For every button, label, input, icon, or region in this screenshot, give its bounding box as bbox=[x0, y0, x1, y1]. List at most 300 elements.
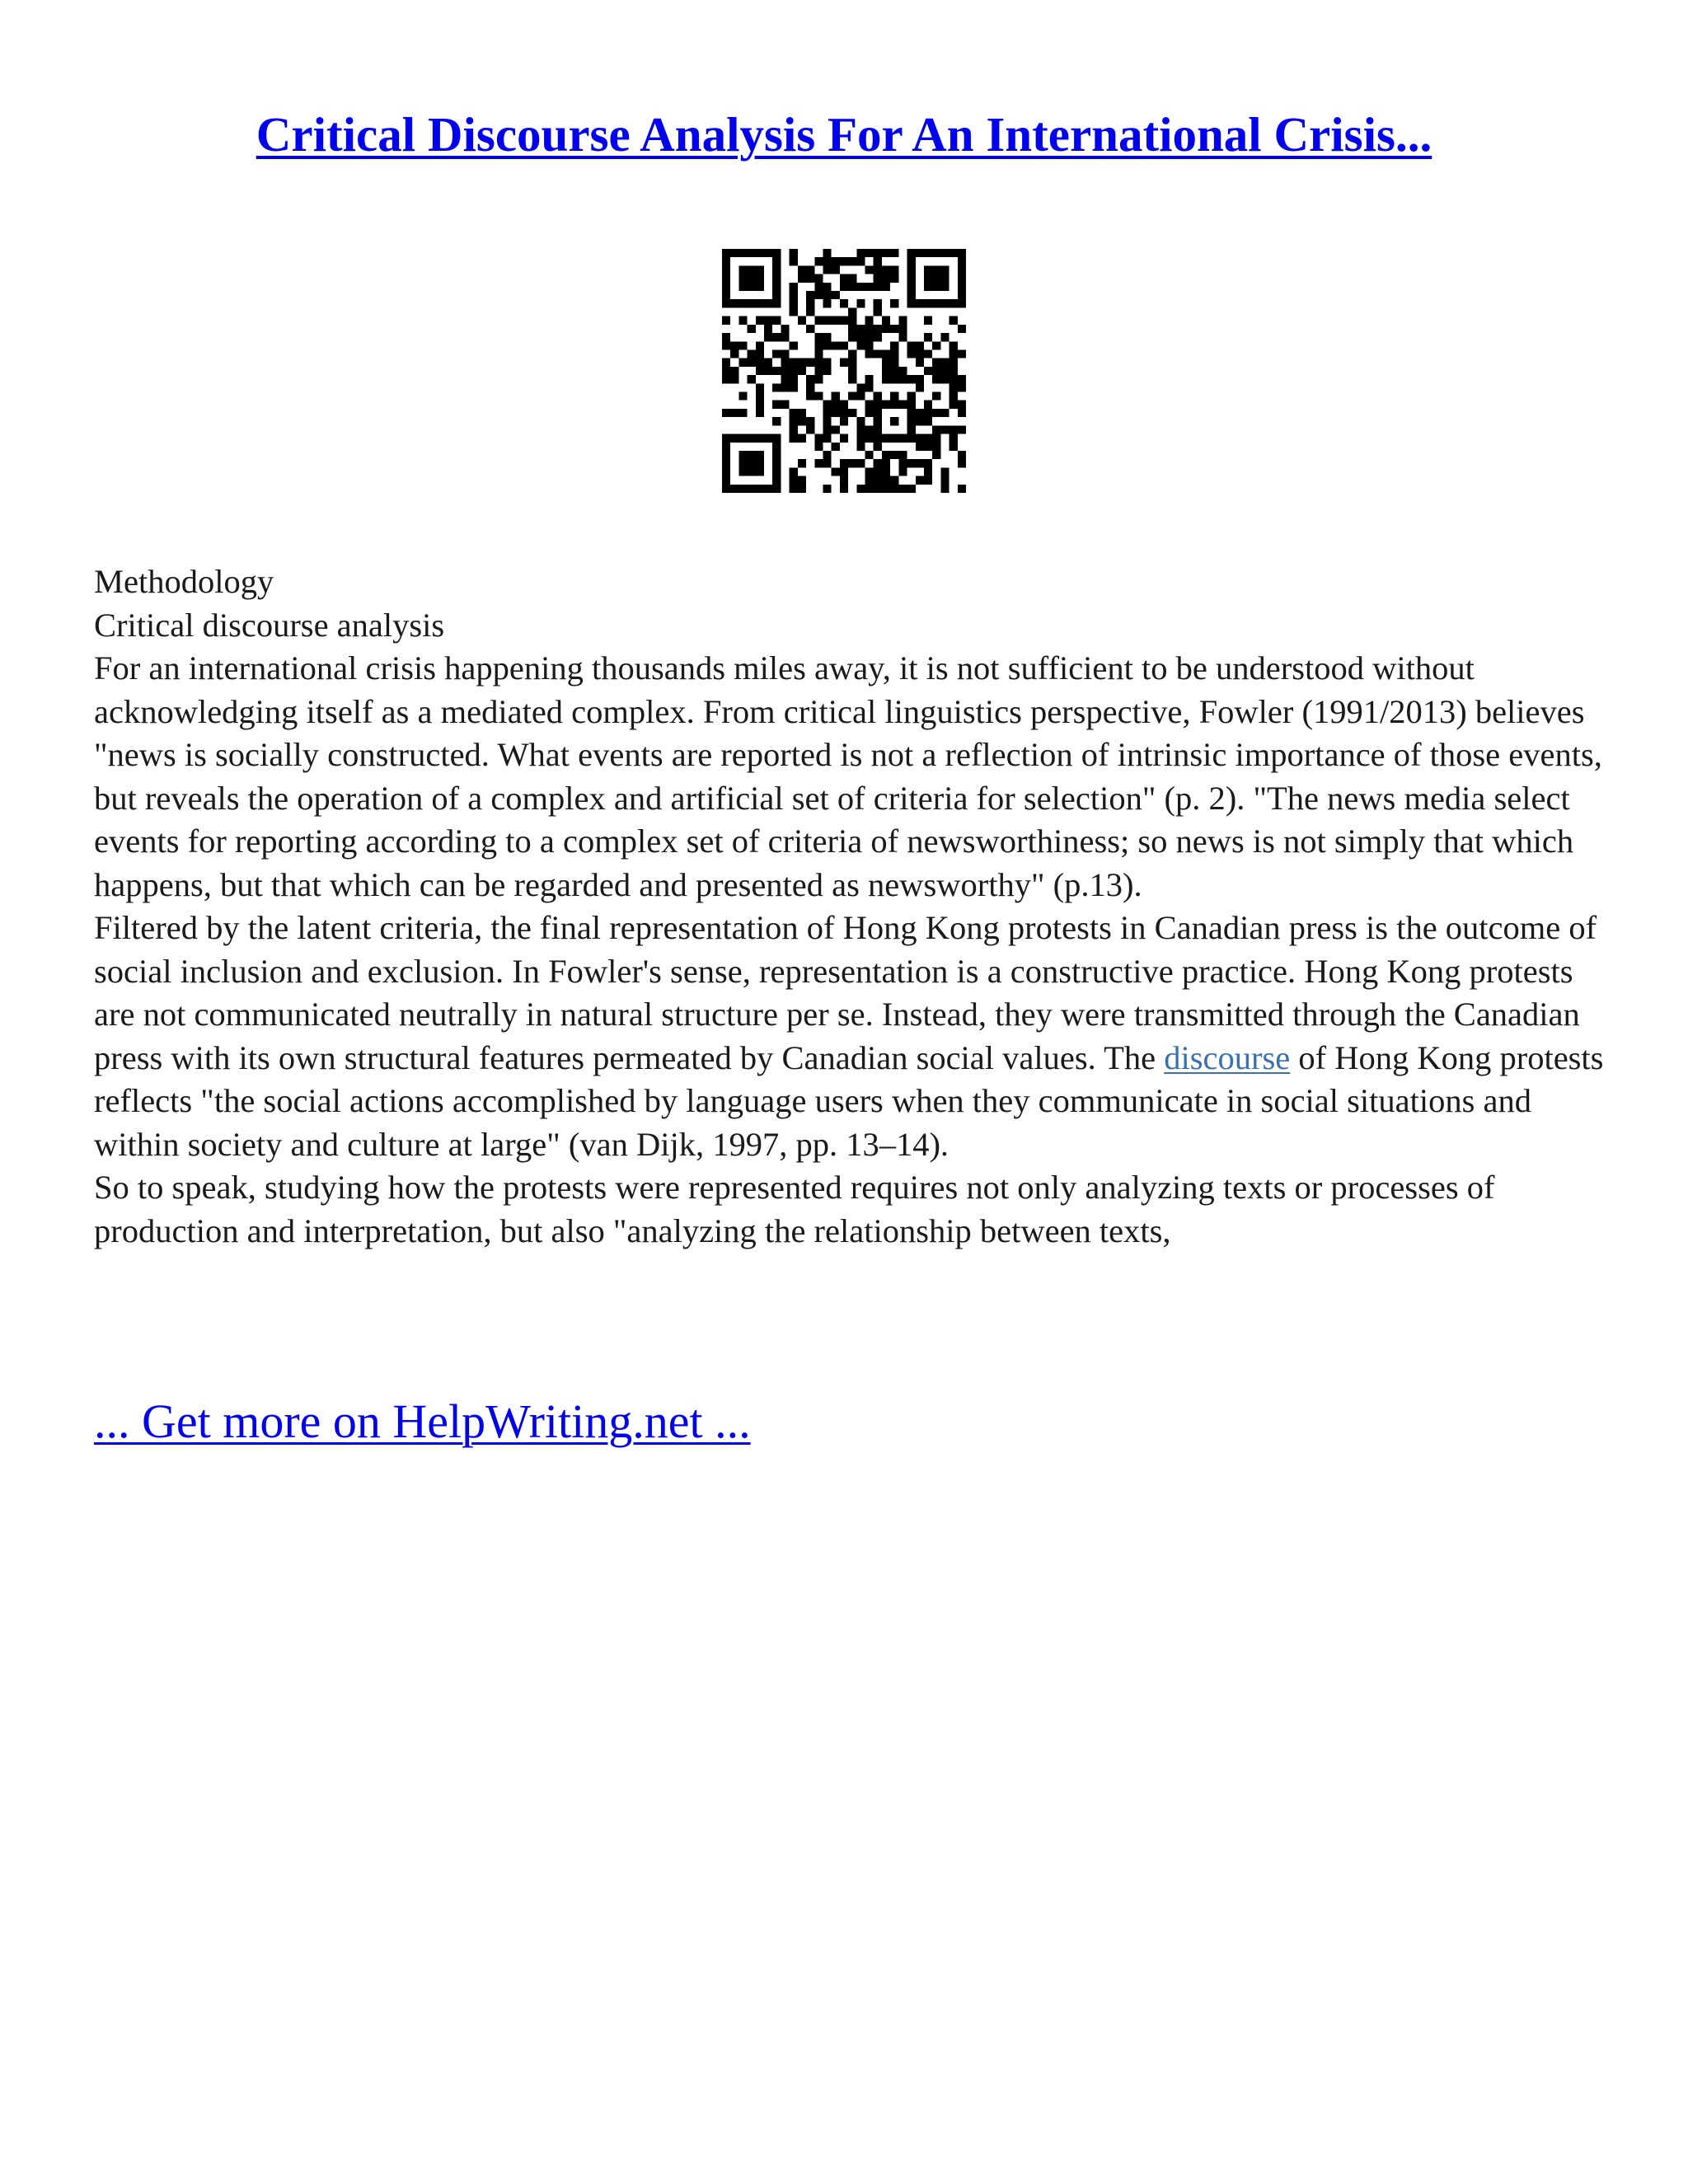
get-more-link-container bbox=[94, 1393, 751, 1451]
qr-module bbox=[882, 349, 890, 358]
qr-module bbox=[958, 375, 966, 383]
qr-module bbox=[764, 299, 772, 307]
qr-module bbox=[848, 367, 856, 375]
qr-module bbox=[940, 485, 949, 493]
qr-module bbox=[865, 283, 874, 291]
qr-module bbox=[958, 485, 966, 493]
qr-module bbox=[940, 359, 949, 367]
qr-module bbox=[958, 257, 966, 265]
qr-module bbox=[790, 375, 798, 383]
qr-module bbox=[832, 425, 840, 434]
qr-module bbox=[890, 401, 898, 409]
qr-module bbox=[730, 349, 738, 358]
qr-module bbox=[840, 434, 848, 443]
qr-module bbox=[924, 417, 932, 425]
qr-module bbox=[814, 434, 823, 443]
qr-module bbox=[958, 249, 966, 257]
qr-module bbox=[907, 375, 916, 383]
qr-module bbox=[874, 392, 882, 401]
qr-module bbox=[823, 333, 831, 341]
qr-module bbox=[958, 451, 966, 459]
qr-module bbox=[898, 333, 907, 341]
qr-module bbox=[832, 291, 840, 299]
qr-module bbox=[748, 467, 756, 476]
qr-module bbox=[924, 467, 932, 476]
qr-module bbox=[756, 485, 764, 493]
qr-module bbox=[790, 409, 798, 417]
qr-module bbox=[916, 349, 924, 358]
qr-module bbox=[932, 341, 940, 349]
qr-module bbox=[865, 341, 874, 349]
qr-module bbox=[790, 341, 798, 349]
qr-module bbox=[874, 307, 882, 316]
qr-module bbox=[722, 409, 730, 417]
qr-module bbox=[958, 425, 966, 434]
qr-module bbox=[940, 333, 949, 341]
qr-module bbox=[874, 257, 882, 265]
qr-module bbox=[798, 409, 806, 417]
qr-module bbox=[738, 392, 747, 401]
qr-module bbox=[950, 299, 958, 307]
qr-module bbox=[932, 249, 940, 257]
qr-module bbox=[840, 299, 848, 307]
qr-module bbox=[738, 409, 747, 417]
qr-module bbox=[940, 283, 949, 291]
qr-module bbox=[907, 401, 916, 409]
qr-module bbox=[730, 299, 738, 307]
qr-module bbox=[823, 249, 831, 257]
qr-module bbox=[814, 316, 823, 325]
qr-module bbox=[932, 434, 940, 443]
qr-module bbox=[722, 341, 730, 349]
qr-module bbox=[898, 434, 907, 443]
qr-module bbox=[882, 476, 890, 485]
qr-module bbox=[756, 349, 764, 358]
qr-module bbox=[823, 459, 831, 467]
qr-module bbox=[772, 274, 781, 283]
qr-module bbox=[790, 307, 798, 316]
qr-module bbox=[806, 383, 814, 391]
qr-module bbox=[916, 417, 924, 425]
qr-module bbox=[840, 316, 848, 325]
qr-module bbox=[865, 467, 874, 476]
qr-module bbox=[722, 359, 730, 367]
qr-module bbox=[958, 401, 966, 409]
qr-module bbox=[856, 485, 865, 493]
qr-module bbox=[865, 485, 874, 493]
qr-module bbox=[950, 316, 958, 325]
qr-module bbox=[916, 476, 924, 485]
qr-module bbox=[814, 459, 823, 467]
qr-module bbox=[756, 409, 764, 417]
qr-module bbox=[856, 459, 865, 467]
qr-module bbox=[756, 383, 764, 391]
qr-module bbox=[932, 367, 940, 375]
qr-module bbox=[790, 359, 798, 367]
discourse-link[interactable]: discourse bbox=[1164, 1038, 1291, 1076]
qr-module bbox=[756, 274, 764, 283]
qr-module bbox=[756, 341, 764, 349]
qr-module bbox=[781, 367, 789, 375]
qr-module bbox=[814, 359, 823, 367]
qr-module bbox=[924, 476, 932, 485]
qr-module bbox=[814, 392, 823, 401]
qr-module bbox=[848, 375, 856, 383]
qr-module bbox=[932, 299, 940, 307]
qr-module bbox=[916, 409, 924, 417]
qr-module bbox=[764, 316, 772, 325]
qr-module bbox=[722, 476, 730, 485]
qr-module bbox=[848, 325, 856, 333]
qr-module bbox=[907, 409, 916, 417]
qr-module bbox=[764, 367, 772, 375]
qr-module bbox=[890, 485, 898, 493]
qr-module bbox=[865, 383, 874, 391]
qr-module bbox=[756, 434, 764, 443]
qr-module bbox=[756, 467, 764, 476]
qr-module bbox=[898, 451, 907, 459]
qr-module bbox=[848, 307, 856, 316]
qr-module bbox=[958, 325, 966, 333]
qr-module bbox=[748, 299, 756, 307]
qr-module bbox=[932, 392, 940, 401]
qr-module bbox=[890, 299, 898, 307]
qr-module bbox=[916, 383, 924, 391]
qr-module bbox=[940, 265, 949, 274]
qr-module bbox=[856, 425, 865, 434]
qr-module bbox=[848, 333, 856, 341]
qr-module bbox=[907, 265, 916, 274]
qr-module bbox=[874, 434, 882, 443]
qr-module bbox=[798, 485, 806, 493]
qr-module bbox=[730, 341, 738, 349]
qr-module bbox=[730, 249, 738, 257]
qr-module bbox=[882, 274, 890, 283]
qr-module bbox=[865, 425, 874, 434]
qr-module bbox=[874, 401, 882, 409]
qr-module bbox=[865, 325, 874, 333]
qr-module bbox=[756, 299, 764, 307]
qr-module bbox=[890, 434, 898, 443]
qr-module bbox=[950, 349, 958, 358]
qr-module bbox=[940, 467, 949, 476]
qr-module bbox=[738, 459, 747, 467]
qr-module bbox=[722, 249, 730, 257]
qr-module bbox=[865, 316, 874, 325]
qr-module bbox=[898, 325, 907, 333]
qr-module bbox=[856, 434, 865, 443]
qr-module bbox=[940, 476, 949, 485]
qr-module bbox=[840, 359, 848, 367]
qr-module bbox=[882, 451, 890, 459]
qr-module bbox=[916, 434, 924, 443]
qr-module bbox=[890, 265, 898, 274]
qr-module bbox=[840, 409, 848, 417]
qr-module bbox=[772, 316, 781, 325]
qr-module bbox=[882, 459, 890, 467]
qr-module bbox=[848, 409, 856, 417]
qr-module bbox=[848, 274, 856, 283]
qr-module bbox=[924, 299, 932, 307]
qr-module bbox=[722, 299, 730, 307]
qr-module bbox=[814, 291, 823, 299]
qr-module bbox=[898, 401, 907, 409]
qr-module bbox=[890, 451, 898, 459]
qr-module bbox=[748, 349, 756, 358]
qr-module bbox=[730, 409, 738, 417]
qr-module bbox=[882, 485, 890, 493]
qr-module bbox=[748, 375, 756, 383]
qr-module bbox=[882, 325, 890, 333]
qr-module bbox=[748, 283, 756, 291]
qr-module bbox=[882, 367, 890, 375]
qr-module bbox=[932, 425, 940, 434]
qr-module bbox=[882, 283, 890, 291]
qr-module bbox=[738, 434, 747, 443]
qr-module bbox=[798, 434, 806, 443]
qr-module bbox=[772, 476, 781, 485]
qr-module bbox=[832, 341, 840, 349]
qr-module bbox=[748, 265, 756, 274]
qr-module bbox=[950, 425, 958, 434]
qr-module bbox=[756, 359, 764, 367]
qr-module bbox=[874, 274, 882, 283]
qr-module bbox=[798, 274, 806, 283]
qr-module bbox=[772, 485, 781, 493]
qr-module bbox=[874, 249, 882, 257]
qr-module bbox=[722, 274, 730, 283]
qr-module bbox=[806, 299, 814, 307]
section-heading-methodology: Methodology bbox=[94, 563, 274, 600]
qr-module bbox=[772, 249, 781, 257]
qr-module bbox=[832, 257, 840, 265]
qr-module bbox=[798, 459, 806, 467]
qr-module bbox=[924, 459, 932, 467]
qr-module bbox=[924, 316, 932, 325]
qr-module bbox=[882, 375, 890, 383]
qr-module bbox=[798, 316, 806, 325]
qr-module bbox=[848, 257, 856, 265]
qr-module bbox=[772, 417, 781, 425]
qr-module bbox=[932, 265, 940, 274]
qr-module bbox=[940, 274, 949, 283]
qr-module bbox=[950, 443, 958, 451]
qr-module bbox=[882, 249, 890, 257]
qr-module bbox=[882, 467, 890, 476]
qr-module bbox=[848, 283, 856, 291]
qr-module bbox=[738, 316, 747, 325]
qr-module bbox=[907, 274, 916, 283]
qr-module bbox=[806, 307, 814, 316]
qr-module bbox=[958, 265, 966, 274]
qr-module bbox=[772, 467, 781, 476]
qr-module bbox=[898, 375, 907, 383]
document-body bbox=[94, 560, 1611, 1253]
qr-module bbox=[738, 451, 747, 459]
qr-module bbox=[781, 375, 789, 383]
qr-module bbox=[823, 485, 831, 493]
qr-module bbox=[764, 359, 772, 367]
qr-module bbox=[756, 401, 764, 409]
qr-module bbox=[798, 265, 806, 274]
paragraph-1: For an international crisis happening thousands miles away, it is not sufficient to be understood without acknowledging itself as a mediated complex. From critical linguistics perspective, Fowler (1991/2013) believes "news is socially constructed. What events are reported is not a reflection of intrinsic importance of those events, but reveals the operation of a complex and artificial set of criteria for selection" (p. 2). "The news media select events for reporting according to a complex set of criteria of newsworthiness; so news is not simply that which happens, but that which can be regarded and presented as newsworthy" (p.13). bbox=[94, 649, 1602, 903]
qr-module bbox=[950, 401, 958, 409]
qr-module bbox=[772, 283, 781, 291]
qr-module bbox=[790, 476, 798, 485]
qr-module bbox=[840, 274, 848, 283]
qr-module bbox=[764, 249, 772, 257]
qr-module bbox=[890, 417, 898, 425]
qr-module bbox=[764, 434, 772, 443]
qr-module bbox=[823, 409, 831, 417]
qr-module bbox=[840, 401, 848, 409]
qr-module bbox=[890, 375, 898, 383]
qr-module bbox=[890, 325, 898, 333]
qr-module bbox=[790, 299, 798, 307]
qr-module bbox=[772, 443, 781, 451]
qr-module bbox=[738, 265, 747, 274]
qr-module bbox=[848, 459, 856, 467]
qr-module bbox=[764, 333, 772, 341]
qr-module bbox=[756, 316, 764, 325]
qr-module bbox=[932, 283, 940, 291]
qr-module bbox=[832, 409, 840, 417]
qr-module bbox=[924, 349, 932, 358]
qr-module bbox=[832, 467, 840, 476]
qr-module bbox=[874, 283, 882, 291]
qr-module bbox=[806, 417, 814, 425]
qr-module bbox=[916, 459, 924, 467]
qr-module bbox=[848, 316, 856, 325]
title-link[interactable]: Critical Discourse Analysis For An International Crisis... bbox=[256, 107, 1432, 162]
qr-module bbox=[907, 459, 916, 467]
qr-module bbox=[940, 249, 949, 257]
qr-module bbox=[722, 333, 730, 341]
qr-module bbox=[790, 467, 798, 476]
qr-module bbox=[890, 349, 898, 358]
qr-module bbox=[898, 485, 907, 493]
qr-module bbox=[772, 367, 781, 375]
qr-module bbox=[748, 485, 756, 493]
qr-module bbox=[738, 359, 747, 367]
qr-module bbox=[924, 265, 932, 274]
qr-module bbox=[814, 283, 823, 291]
qr-module bbox=[840, 467, 848, 476]
qr-module bbox=[907, 249, 916, 257]
qr-module bbox=[865, 333, 874, 341]
qr-module bbox=[832, 316, 840, 325]
qr-module bbox=[865, 476, 874, 485]
qr-module bbox=[856, 249, 865, 257]
qr-module bbox=[764, 325, 772, 333]
qr-module bbox=[890, 476, 898, 485]
qr-module bbox=[924, 409, 932, 417]
qr-module bbox=[756, 392, 764, 401]
qr-module bbox=[722, 367, 730, 375]
qr-module bbox=[916, 443, 924, 451]
qr-module bbox=[748, 249, 756, 257]
qr-module bbox=[874, 459, 882, 467]
qr-module bbox=[907, 417, 916, 425]
qr-module bbox=[890, 249, 898, 257]
qr-module bbox=[840, 417, 848, 425]
paragraph-2-text-before: Filtered by the latent criteria, the final representation of Hong Kong protests in Canadian press is the outcome of social inclusion and exclusion. In Fowler's sense, representation is a constructive practice. Hong Kong protests are not communicated neutrally in natural structure per se. Instead, they were transmitted through the Canadian press with its own structural features permeated by Canadian social values. The bbox=[94, 909, 1597, 1076]
qr-module bbox=[958, 274, 966, 283]
qr-module bbox=[848, 359, 856, 367]
qr-module bbox=[781, 359, 789, 367]
qr-module bbox=[823, 341, 831, 349]
qr-module bbox=[924, 333, 932, 341]
qr-module bbox=[814, 257, 823, 265]
qr-module bbox=[764, 485, 772, 493]
qr-module bbox=[806, 425, 814, 434]
qr-module bbox=[932, 451, 940, 459]
qr-module bbox=[874, 476, 882, 485]
qr-module bbox=[814, 333, 823, 341]
qr-module bbox=[823, 316, 831, 325]
qr-module bbox=[856, 325, 865, 333]
qr-module bbox=[814, 341, 823, 349]
qr-module bbox=[865, 349, 874, 358]
qr-module bbox=[932, 359, 940, 367]
qr-module bbox=[798, 417, 806, 425]
qr-module bbox=[932, 274, 940, 283]
qr-module bbox=[790, 367, 798, 375]
qr-module bbox=[722, 375, 730, 383]
qr-module bbox=[840, 283, 848, 291]
qr-module bbox=[722, 467, 730, 476]
qr-module bbox=[907, 392, 916, 401]
qr-module bbox=[832, 401, 840, 409]
qr-module bbox=[840, 341, 848, 349]
qr-module bbox=[907, 485, 916, 493]
qr-module bbox=[916, 341, 924, 349]
qr-module bbox=[790, 434, 798, 443]
qr-module bbox=[756, 451, 764, 459]
qr-module bbox=[890, 274, 898, 283]
qr-module bbox=[748, 325, 756, 333]
qr-module bbox=[781, 333, 789, 341]
qr-module bbox=[823, 367, 831, 375]
qr-module bbox=[823, 425, 831, 434]
qr-module bbox=[940, 409, 949, 417]
qr-module bbox=[814, 349, 823, 358]
qr-module bbox=[874, 265, 882, 274]
qr-module bbox=[722, 291, 730, 299]
qr-module bbox=[730, 375, 738, 383]
qr-module bbox=[848, 392, 856, 401]
qr-module bbox=[823, 451, 831, 459]
qr-module bbox=[856, 383, 865, 391]
qr-module bbox=[916, 299, 924, 307]
qr-module bbox=[814, 443, 823, 451]
qr-module bbox=[856, 392, 865, 401]
qr-module bbox=[798, 359, 806, 367]
qr-module bbox=[856, 299, 865, 307]
qr-module bbox=[823, 417, 831, 425]
qr-module bbox=[772, 257, 781, 265]
qr-module bbox=[882, 316, 890, 325]
qr-module bbox=[924, 274, 932, 283]
paragraph-2-text-after: of Hong Kong protests reflects "the social actions accomplished by language users when they communicate in social situations and within society and culture at large" (van Dijk, 1997, pp. 13–14). bbox=[94, 1038, 1604, 1163]
get-more-link[interactable]: ... Get more on HelpWriting.net ... bbox=[94, 1394, 751, 1448]
qr-module bbox=[958, 459, 966, 467]
qr-module bbox=[916, 249, 924, 257]
qr-module bbox=[916, 375, 924, 383]
qr-module bbox=[865, 249, 874, 257]
qr-module bbox=[722, 459, 730, 467]
qr-module bbox=[874, 333, 882, 341]
